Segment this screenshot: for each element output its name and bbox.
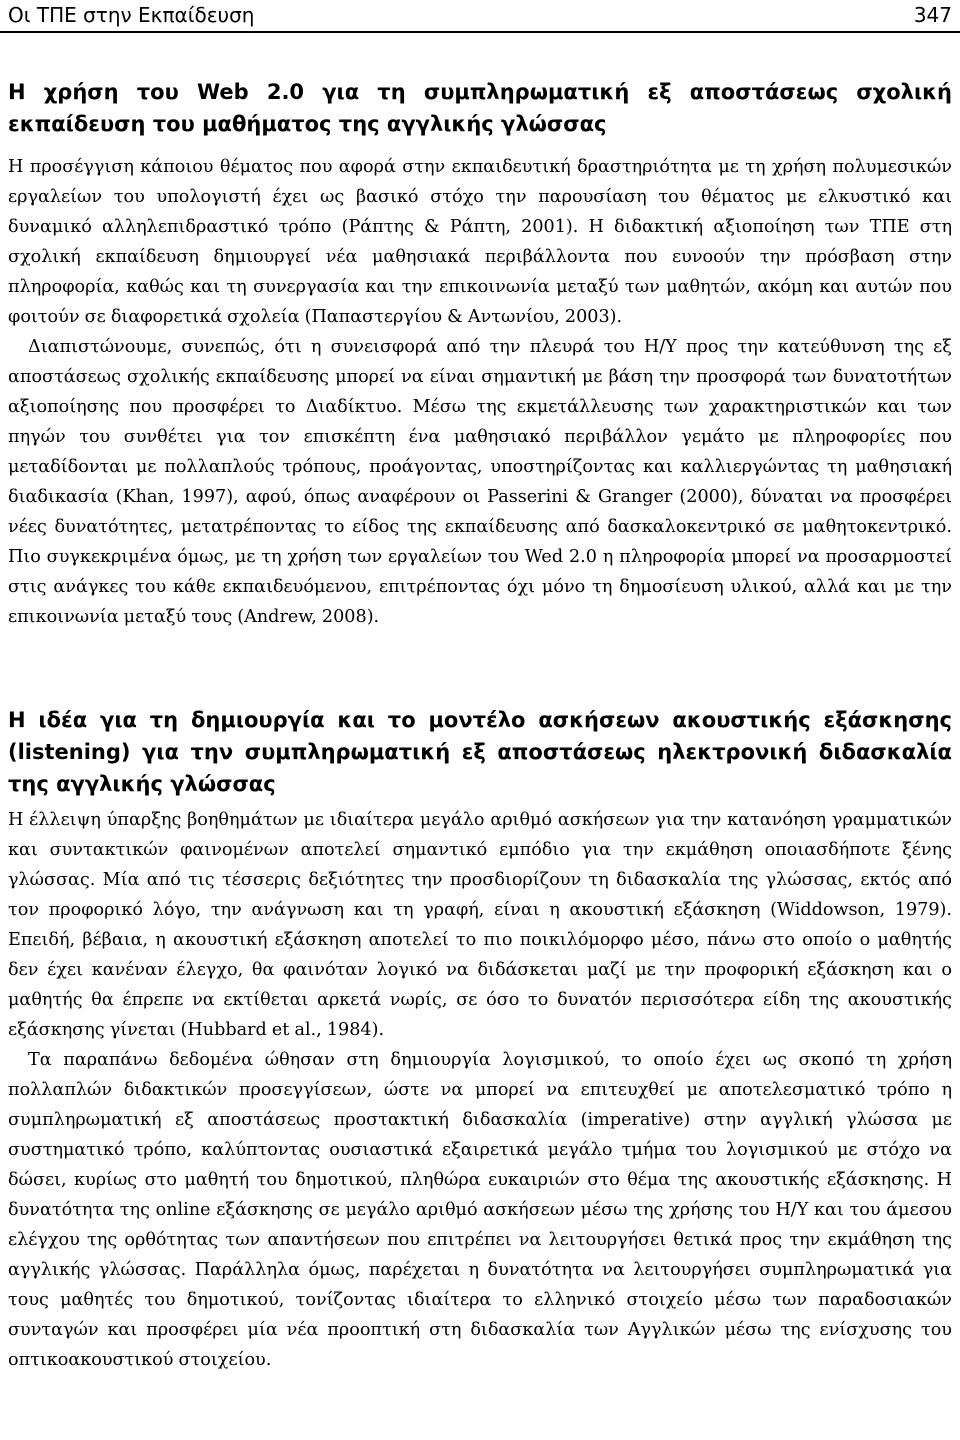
paragraph: Η έλλειψη ύπαρξης βοηθημάτων με ιδιαίτερα μεγάλο αριθμό ασκήσεων για την κατανόηση γραμματικών και συντακτικών φαινομένων αποτελεί σημαντικό εμπόδιο για την εκμάθηση οποιασδήποτε ξένης γλώσσας. Μία από τις τέσσερις δεξιότητες την προσδιορίζουν τη διδασκαλία της γλώσσας, εκτός από τον προφορικό λόγο, την ανάγνωση και τη γραφή, είναι η ακουστική εξάσκηση (Widdowson, 1979). Επειδή, βέβαια, η ακουστική εξάσκηση αποτελεί το πιο ποικιλόμορφο μέσο, πάνω στο οποίο ο μαθητής δεν έχει κανέναν έλεγχο, θα φαινόταν λογικό να διδάσκεται μαζί με την προφορική εξάσκηση και ο μαθητής θα έπρεπε να εκτίθεται αρκετά νωρίς, σε όσο το δυνατόν περισσότερα είδη της ακουστικής εξάσκησης γίνεται (Hubbard et al., 1984). [8,810,952,1040]
paragraph: Η προσέγγιση κάποιου θέματος που αφορά στην εκπαιδευτική δραστηριότητα με τη χρήση πολυμεσικών εργαλείων του υπολογιστή έχει ως βασικό στόχο την παρουσίαση του θέματος με ελκυστικό και δυναμικό αλληλεπιδραστικό τρόπο (Ράπτης & Ράπτη, 2001). Η διδακτική αξιοποίηση των ΤΠΕ στη σχολική εκπαίδευση δημιουργεί νέα μαθησιακά περιβάλλοντα που ευνοούν την πρόσβαση στην πληροφορία, καθώς και τη συνεργασία και την επικοινωνία μεταξύ των μαθητών, ακόμη και αυτών που φοιτούν σε διαφορετικά σχολεία (Παπαστεργίου & Αντωνίου, 2003). [8,157,952,327]
section-title-web20: Η χρήση του Web 2.0 για τη συμπληρωματική εξ αποστάσεως σχολική εκπαίδευση του μαθήματος της αγγλικής γλώσσας [8,80,952,136]
page-number: 347 [913,3,952,27]
paragraph: Διαπιστώνουμε, συνεπώς, ότι η συνεισφορά από την πλευρά του Η/Υ προς την κατεύθυνση της εξ αποστάσεως σχολικής εκπαίδευσης μπορεί να είναι σημαντική με βάση την προσφορά των δυνατοτήτων αξιοποίησης που προσφέρει το Διαδίκτυο. Μέσω της εκμετάλλευσης των χαρακτηριστικών και των πηγών του συνθέτει για τον επισκέπτη ένα μαθησιακό περιβάλλον γεμάτο με πληροφορίες που μεταδίδονται με πολλαπλούς τρόπους, προάγοντας, υποστηρίζοντας και καλλιεργώντας τη μαθησιακή διαδικασία (Khan, 1997), αφού, όπως αναφέρουν οι Passerini & Granger (2000), δύναται να προσφέρει νέες δυνατότητες, μετατρέποντας το είδος της εκπαίδευσης από δασκαλοκεντρικό σε μαθητοκεντρικό. Πιο συγκεκριμένα όμως, με τη χρήση των εργαλείων του Wed 2.0 η πληροφορία μπορεί να προσαρμοστεί στις ανάγκες του κάθε εκπαιδευόμενου, επιτρέποντας όχι μόνο τη δημοσίευση υλικού, αλλά και με την επικοινωνία μεταξύ τους (Andrew, 2008). [8,337,952,627]
section-body-web20 [8,152,952,632]
section-title-listening-model: Η ιδέα για τη δημιουργία και το μοντέλο ασκήσεων ακουστικής εξάσκησης (listening) για την συμπληρωματική εξ αποστάσεως ηλεκτρονική διδασκαλία της αγγλικής γλώσσας [8,708,952,796]
running-title: Οι ΤΠΕ στην Εκπαίδευση [8,3,255,27]
header-divider [0,31,960,33]
running-header [8,0,952,30]
paragraph: Τα παραπάνω δεδομένα ώθησαν στη δημιουργία λογισμικού, το οποίο έχει ως σκοπό τη χρήση πολλαπλών διδακτικών προσεγγίσεων, ώστε να μπορεί να επιτευχθεί με αποτελεσματικό τρόπο η συμπληρωματική εξ αποστάσεως προστακτική διδασκαλία (imperative) στην αγγλική γλώσσα με συστηματικό τρόπο, καλύπτοντας ουσιαστικά εξαιρετικά μεγάλο τμήμα του λογισμικού με στόχο να δώσει, κυρίως στο μαθητή του δημοτικού, πληθώρα ευκαιριών στο θέμα της ακουστικής εξάσκησης. Η δυνατότητα της online εξάσκησης σε μεγάλο αριθμό ασκήσεων μέσω της χρήσης του Η/Υ και του άμεσου ελέγχου της ορθότητας των απαντήσεων που επιτρέπει να λειτουργήσει θετικά προς την εκμάθηση της αγγλικής γλώσσας. Παράλληλα όμως, παρέχεται η δυνατότητα να λειτουργήσει συμπληρωματικά για τους μαθητές του δημοτικού, τονίζοντας ιδιαίτερα το ελληνικό στοιχείο μέσω των παραδοσιακών συνταγών και προσφέρει μία νέα προοπτική στη διδασκαλία των Αγγλικών μέσω της ενίσχυσης του οπτικοακουστικού στοιχείου. [8,1050,952,1370]
section-body-listening-model [8,805,952,1375]
